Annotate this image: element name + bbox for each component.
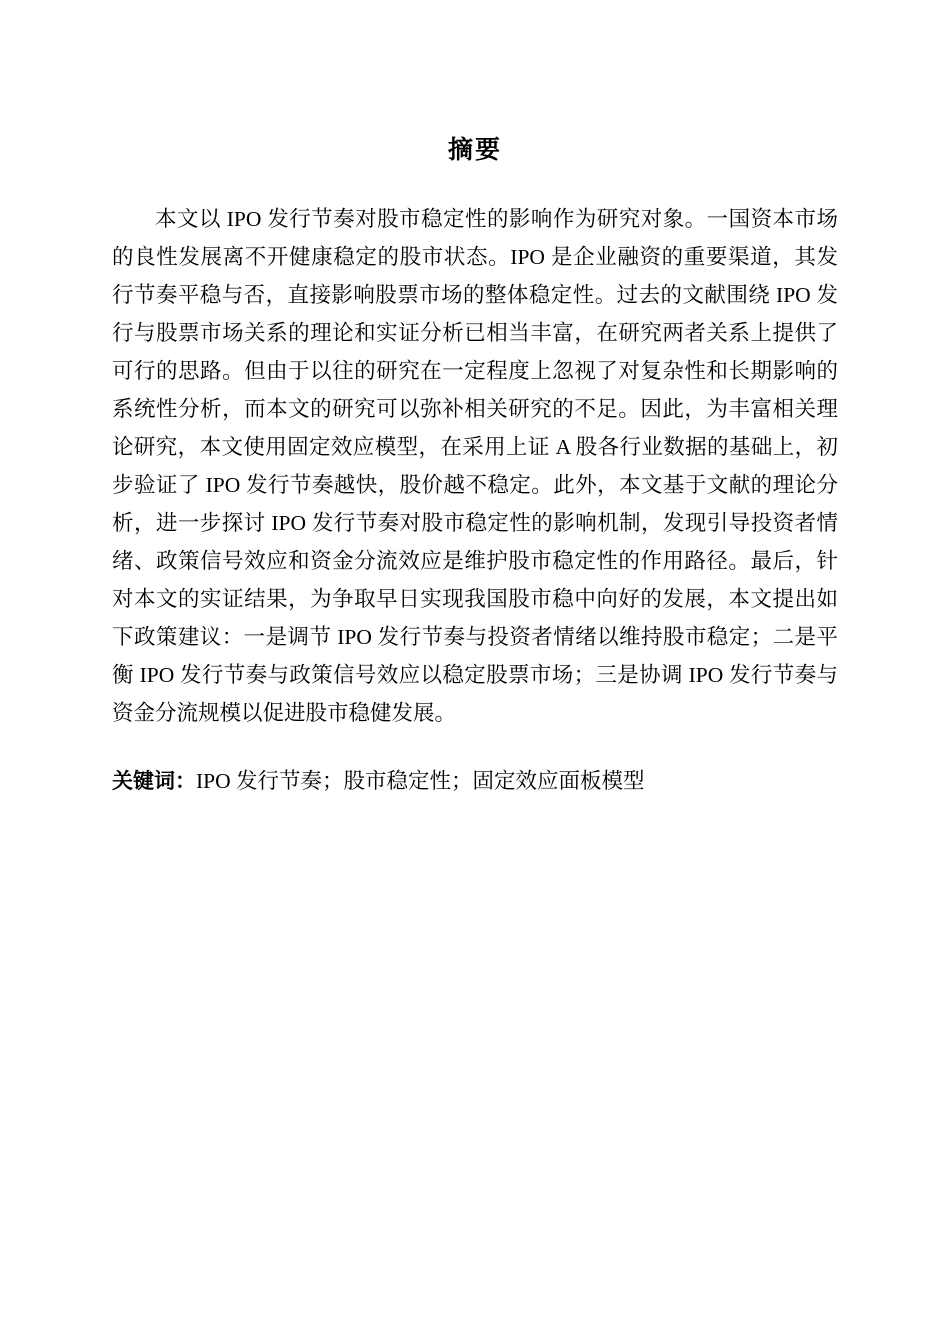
keywords-line bbox=[112, 762, 838, 801]
abstract-section bbox=[112, 130, 838, 801]
keywords-value: IPO 发行节奏；股市稳定性；固定效应面板模型 bbox=[196, 769, 645, 793]
page-title: 摘要 bbox=[447, 136, 502, 164]
abstract-paragraph: 本文以 IPO 发行节奏对股市稳定性的影响作为研究对象。一国资本市场的良性发展离不开健康稳定的股市状态。IPO 是企业融资的重要渠道，其发行节奏平稳与否，直接影响股票市场的整体稳定性。过去的文献围绕 IPO 发行与股票市场关系的理论和实证分析已相当丰富，在研究两者关系上提供了可行的思路。但由于以往的研究在一定程度上忽视了对复杂性和长期影响的系统性分析，而本文的研究可以弥补相关研究的不足。因此，为丰富相关理论研究，本文使用固定效应模型，在采用上证 A 股各行业数据的基础上，初步验证了 IPO 发行节奏越快，股价越不稳定。此外，本文基于文献的理论分析，进一步探讨 IPO 发行节奏对股市稳定性的影响机制，发现引导投资者情绪、政策信号效应和资金分流效应是维护股市稳定性的作用路径。最后，针对本文的实证结果，为争取早日实现我国股市稳中向好的发展，本文提出如下政策建议：一是调节 IPO 发行节奏与投资者情绪以维持股市稳定；二是平衡 IPO 发行节奏与政策信号效应以稳定股票市场；三是协调 IPO 发行节奏与资金分流规模以促进股市稳健发展。 bbox=[112, 207, 838, 725]
keywords-label: 关键词： bbox=[112, 770, 196, 793]
